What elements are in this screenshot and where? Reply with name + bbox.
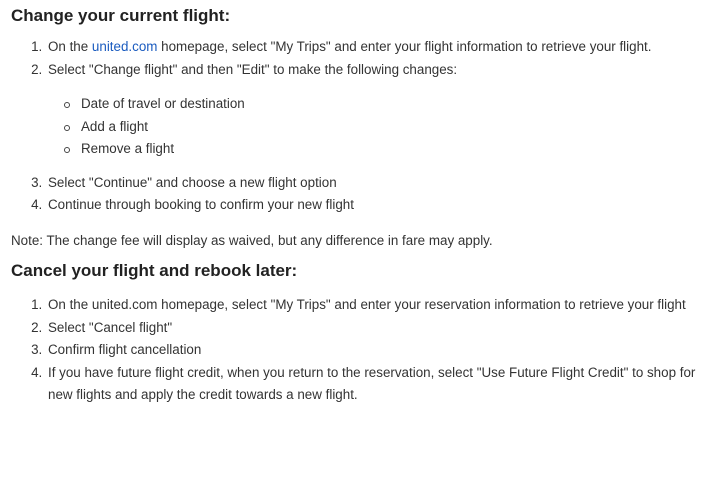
- step-text: Select "Change flight" and then "Edit" to make the following changes:: [48, 61, 458, 77]
- step-text-after-link: homepage, select "My Trips" and enter your flight information to retrieve your flight.: [157, 39, 652, 54]
- list-item: 2. Select "Cancel flight": [46, 317, 715, 340]
- list-item: 3. Confirm flight cancellation: [46, 339, 715, 362]
- sub-item-text: Remove a flight: [81, 141, 175, 156]
- circle-bullet-icon: [64, 102, 70, 108]
- section-heading-change-flight: Change your current flight:: [11, 6, 231, 25]
- list-item: [81, 116, 715, 139]
- step-text-before-link: On the: [48, 39, 92, 54]
- list-item: 4. If you have future flight credit, when you return to the reservation, select "Use Future Flight Credit" to shop for new flights and apply the credit towards a new flight.: [46, 362, 715, 407]
- list-item: 3. Select "Continue" and choose a new flight option: [46, 172, 715, 195]
- sub-item-text: Add a flight: [81, 118, 148, 134]
- sub-item-text: Date of travel or destination: [81, 96, 245, 111]
- change-options-list: [48, 93, 715, 161]
- list-item: 4. Continue through booking to confirm your new flight: [46, 194, 715, 217]
- change-flight-steps: [11, 36, 715, 161]
- circle-bullet-icon: [64, 125, 70, 131]
- circle-bullet-icon: [64, 147, 70, 153]
- list-item: [46, 36, 715, 59]
- section-heading-cancel-flight: Cancel your flight and rebook later:: [11, 261, 298, 280]
- fee-note: Note: The change fee will display as waived, but any difference in fare may apply.: [11, 232, 493, 248]
- list-item: [81, 93, 715, 116]
- change-flight-steps-continued: [11, 172, 715, 217]
- list-item: [81, 138, 715, 161]
- united-link[interactable]: united.com: [91, 39, 158, 54]
- cancel-flight-steps: [11, 294, 715, 407]
- list-item: [46, 59, 715, 161]
- list-item: 1. On the united.com homepage, select "My Trips" and enter your reservation information to retrieve your flight: [46, 294, 715, 317]
